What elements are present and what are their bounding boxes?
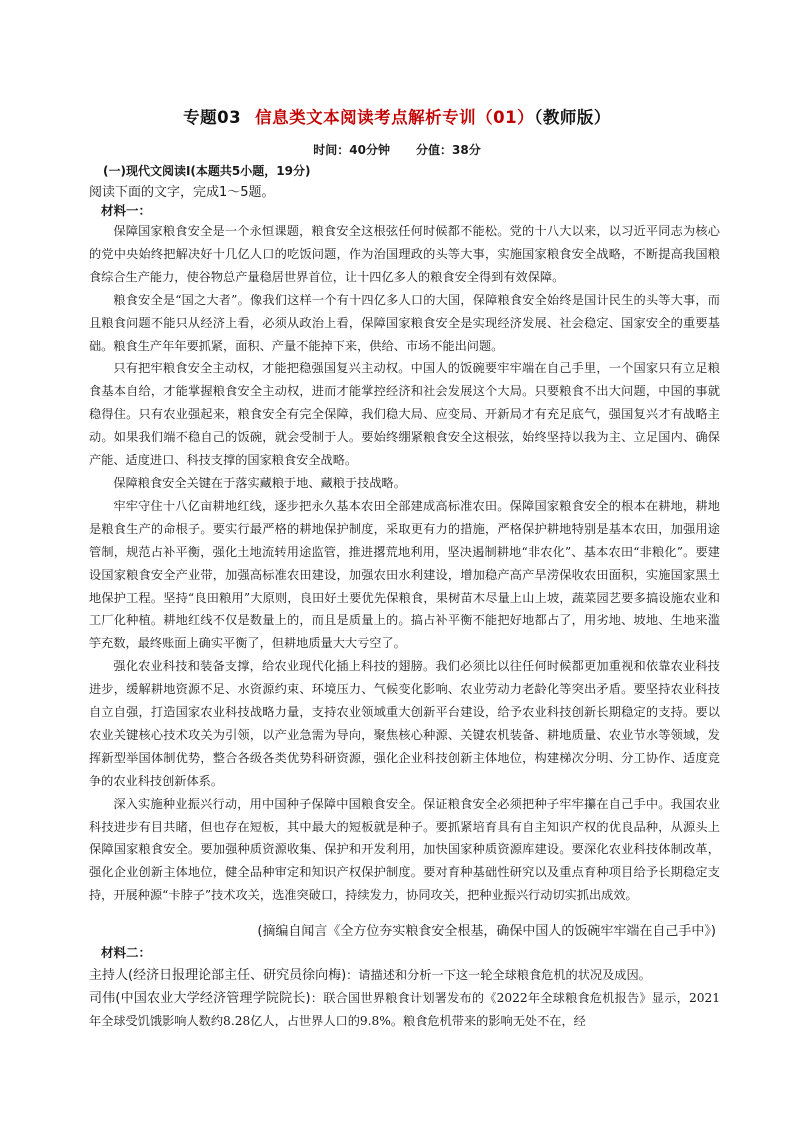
host-name: 主持人(经济日报理论部主任、研究员徐向梅) xyxy=(89,968,347,983)
material1-label: 材料一： xyxy=(101,203,152,218)
page-title xyxy=(0,104,794,128)
time-limit: 时间：40分钟 xyxy=(313,143,390,157)
paragraph: 粮食安全是“国之大者”。像我们这样一个有十四亿多人口的大国，保障粮食安全始终是国计民生的头等大事，而且粮食问题不能只从经济上看，必须从政治上看，保障国家粮食安全是实现经济发展、社会稳定、国家安全的重要基础。粮食生产年年要抓紧，面积、产量不能掉下来，供给、市场不能出问题。 xyxy=(89,292,720,353)
topic-number: 专题03 xyxy=(183,108,242,127)
total-score: 分值：38分 xyxy=(416,143,481,157)
material1-body xyxy=(89,220,720,907)
guest-answer xyxy=(89,987,720,1033)
section-heading: (一)现代文阅读Ⅰ(本题共5小题，19分) xyxy=(103,164,311,178)
guest-name: 司伟(中国农业大学经济管理学院院长) xyxy=(89,991,311,1006)
paragraph: 保障国家粮食安全是一个永恒课题，粮食安全这根弦任何时候都不能松。党的十八大以来，以习近平同志为核心的党中央始终把解决好十几亿人口的吃饭问题，作为治国理政的头等大事，实施国家粮食安全战略，不断提高我国粮食综合生产能力，使谷物总产量稳居世界首位，让十四亿多人的粮食安全得到有效保障。 xyxy=(89,224,720,284)
reading-instruction: 阅读下面的文字，完成1～5题。 xyxy=(89,185,275,200)
guest-text: ：联合国世界粮食计划署发布的《2022年全球粮食危机报告》显示，2021年全球受饥饿影响人数约8.28亿人，占世界人口的9.8%。粮食危机带来的影响无处不在，经 xyxy=(89,991,720,1028)
material2-body xyxy=(89,964,720,1033)
title-main: 信息类文本阅读考点解析专训（01） xyxy=(255,108,535,127)
host-text: ：请描述和分析一下这一轮全球粮食危机的状况及成因。 xyxy=(346,968,651,982)
material2-label: 材料二： xyxy=(101,945,152,960)
paragraph: 深入实施种业振兴行动，用中国种子保障中国粮食安全。保证粮食安全必须把种子牢牢攥在自己手中。我国农业科技进步有目共睹，但也存在短板，其中最大的短板就是种子。要抓紧培育具有自主知识产权的优良品种，从源头上保障国家粮食安全。要加强种质资源收集、保护和开发利用，加快国家种质资源库建设。要深化农业科技体制改革，强化企业创新主体地位，健全品种审定和知识产权保护制度。要对育种基础性研究以及重点育种项目给予长期稳定支持，开展种源“卡脖子”技术攻关，选准突破口，持续发力，协同攻关，把种业振兴行动切实抓出成效。 xyxy=(89,796,720,903)
host-question xyxy=(89,964,720,987)
paragraph: 强化农业科技和装备支撑，给农业现代化插上科技的翅膀。我们必须比以往任何时候都更加重视和依靠农业科技进步，缓解耕地资源不足、水资源约束、环境压力、气候变化影响、农业劳动力老龄化等突出矛盾。要坚持农业科技自立自强，打造国家农业科技战略力量，支持农业领域重大创新平台建设，给予农业科技创新长期稳定的支持。要以农业关键核心技术攻关为引领，以产业急需为导向，聚焦核心种源、关键农机装备、耕地质量、农业节水等领域，发挥新型举国体制优势，整合各级各类优势科研资源，强化企业科技创新主体地位，构建梯次分明、分工协作、适度竞争的农业科技创新体系。 xyxy=(89,659,720,788)
paragraph: 牢牢守住十八亿亩耕地红线，逐步把永久基本农田全部建成高标准农田。保障国家粮食安全的根本在耕地，耕地是粮食生产的命根子。要实行最严格的耕地保护制度，采取更有力的措施，严格保护耕地特别是基本农田，加强用途管制，规范占补平衡，强化土地流转用途监管，推进撂荒地利用，坚决遏制耕地“非农化”、基本农田“非粮化”。要建设国家粮食安全产业带，加强高标准农田建设，加强农田水利建设，增加稳产高产旱涝保收农田面积，实施国家黑土地保护工程。坚持“良田粮用”大原则，良田好土要优先保粮食，果树苗木尽量上山上坡，蔬菜园艺要多搞设施农业和工厂化种植。耕地红线不仅是数量上的，而且是质量上的。搞占补平衡不能把好地都占了，用劣地、坡地、生地来滥竽充数，最终账面上确实平衡了，但耕地质量大大亏空了。 xyxy=(89,498,720,651)
paragraph: 只有把牢粮食安全主动权，才能把稳强国复兴主动权。中国人的饭碗要牢牢端在自己手里，一个国家只有立足粮食基本自给，才能掌握粮食安全主动权，进而才能掌控经济和社会发展这个大局。只要粮食不出大问题，中国的事就稳得住。只有农业强起来，粮食安全有完全保障，我们稳大局、应变局、开新局才有充足底气，强国复兴才有战略主动。如果我们端不稳自己的饭碗，就会受制于人。要始终绷紧粮食安全这根弦，始终坚持以我为主、立足国内、确保产能、适度进口、科技支撑的国家粮食安全战略。 xyxy=(89,361,720,468)
paragraph: 保障粮食安全关键在于落实藏粮于地、藏粮于技战略。 xyxy=(113,475,406,490)
material1-source: (摘编自闻言《全方位夯实粮食安全根基，确保中国人的饭碗牢牢端在自己手中》) xyxy=(257,924,716,939)
exam-meta xyxy=(0,141,794,158)
title-version: （教师版） xyxy=(534,108,611,127)
